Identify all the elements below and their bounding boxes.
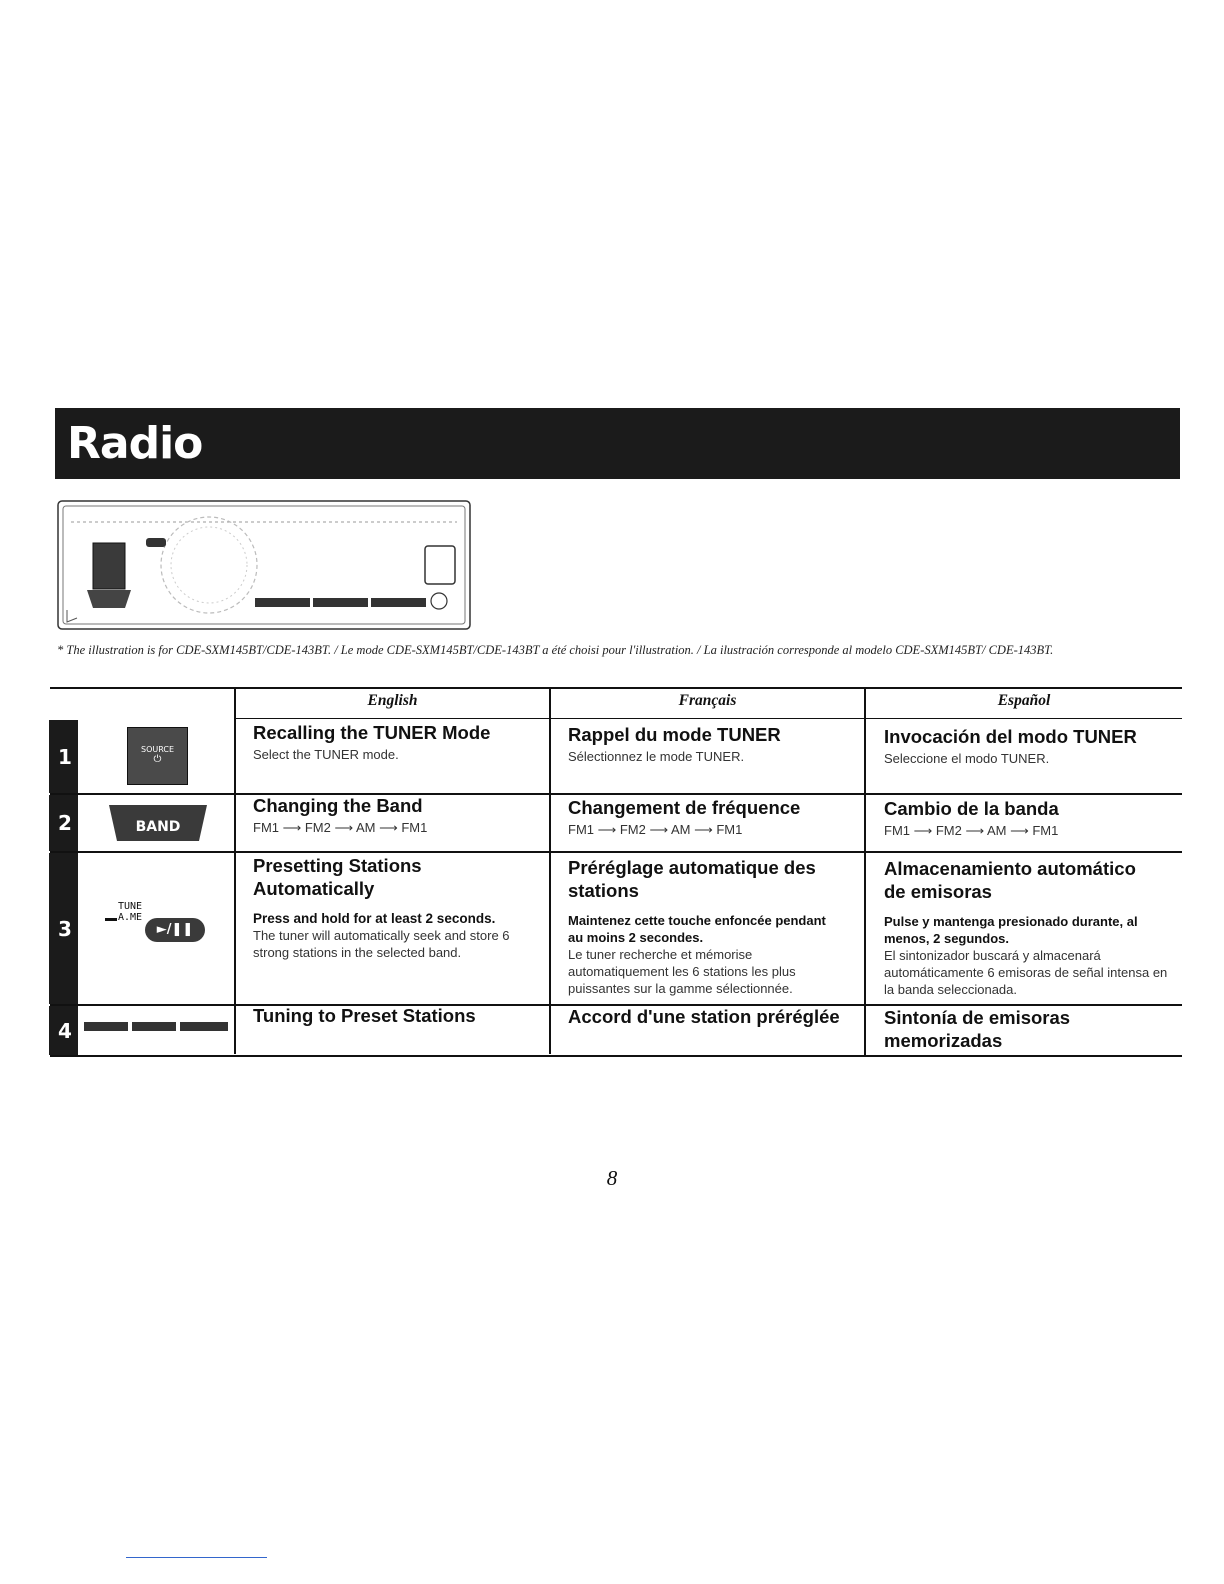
step3-english xyxy=(253,854,538,961)
table-top-rule xyxy=(50,687,1182,689)
column-divider xyxy=(549,687,551,1054)
step1-french xyxy=(568,723,858,765)
illustration-caption: * The illustration is for CDE-SXM145BT/CDE-143BT. / Le mode CDE-SXM145BT/CDE-143BT a été choisi pour l'illustration. / La ilustración corresponde al modelo CDE-SXM145BT/ CDE-143BT. xyxy=(57,643,1054,657)
column-header-espanol: Español xyxy=(997,692,1051,709)
step2-fr-body: FM1 ⟶ FM2 ⟶ AM ⟶ FM1 xyxy=(568,822,743,837)
preset-buttons-icon xyxy=(84,1022,230,1032)
step3-fr-body: Le tuner recherche et mémorise automatiquement les 6 stations les plus puissantes sur la gamme sélectionnée. xyxy=(568,947,796,996)
step1-english xyxy=(253,721,543,763)
band-button-icon xyxy=(109,803,207,843)
power-icon: ⏻ xyxy=(153,754,162,765)
column-header-english: English xyxy=(367,692,418,709)
step2-fr-heading: Changement de fréquence xyxy=(568,797,801,818)
section-title-bar xyxy=(55,408,1180,479)
band-label: BAND xyxy=(135,819,181,835)
step3-es-bold: Pulse y mantenga presionado durante, al menos, 2 segundos. xyxy=(884,914,1138,946)
row-divider xyxy=(50,851,1182,853)
step2-en-body: FM1 ⟶ FM2 ⟶ AM ⟶ FM1 xyxy=(253,820,428,835)
step3-french xyxy=(568,856,838,997)
play-pause-icon: ►/❚❚ xyxy=(145,918,205,942)
step1-en-heading: Recalling the TUNER Mode xyxy=(253,722,491,743)
step4-en-heading: Tuning to Preset Stations xyxy=(253,1005,476,1026)
page-number: 8 xyxy=(606,1166,618,1190)
step1-spanish xyxy=(884,725,1176,767)
row-divider xyxy=(50,793,1182,795)
step3-fr-bold: Maintenez cette touche enfoncée pendant au moins 2 secondes. xyxy=(568,913,826,945)
column-divider xyxy=(864,687,866,1057)
source-label: SOURCE xyxy=(140,745,175,754)
preset-button xyxy=(84,1022,128,1031)
step2-spanish xyxy=(884,797,1176,839)
step2-english xyxy=(253,794,543,836)
step3-spanish xyxy=(884,857,1169,998)
step4-fr-heading: Accord d'une station préréglée xyxy=(568,1006,840,1027)
step1-es-heading: Invocación del modo TUNER xyxy=(884,726,1137,747)
step-number-4: 4 xyxy=(49,1006,78,1055)
step1-es-body: Seleccione el modo TUNER. xyxy=(884,751,1050,766)
tune-ame-button-icon xyxy=(100,898,210,946)
step3-en-heading: Presetting Stations Automatically xyxy=(253,855,422,899)
table-bottom-rule xyxy=(50,1055,1182,1057)
step3-es-heading: Almacenamiento automático de emisoras xyxy=(884,858,1136,902)
step-number-1: 1 xyxy=(49,720,78,793)
step4-spanish xyxy=(884,1006,1104,1052)
step3-es-body: El sintonizador buscará y almacenará automáticamente 6 emisoras de señal intensa en la banda seleccionada. xyxy=(884,948,1168,997)
head-unit-illustration xyxy=(57,500,471,630)
step-number-3: 3 xyxy=(49,853,78,1004)
footer-line xyxy=(126,1557,267,1558)
preset-button xyxy=(180,1022,228,1031)
step4-es-heading: Sintonía de emisoras memorizadas xyxy=(884,1007,1071,1051)
ame-label: A.ME xyxy=(118,912,143,923)
dash-mark xyxy=(105,918,117,921)
column-header-francais: Français xyxy=(678,692,737,709)
step2-es-heading: Cambio de la banda xyxy=(884,798,1059,819)
preset-button xyxy=(132,1022,176,1031)
step4-english xyxy=(253,1004,543,1027)
step-number-2: 2 xyxy=(49,795,78,851)
step1-fr-body: Sélectionnez le mode TUNER. xyxy=(568,749,745,764)
step3-fr-heading: Préréglage automatique des stations xyxy=(568,857,816,901)
step2-en-heading: Changing the Band xyxy=(253,795,423,816)
header-bottom-rule xyxy=(235,718,1182,719)
step1-en-body: Select the TUNER mode. xyxy=(253,747,399,762)
tune-label: TUNE xyxy=(118,901,143,912)
source-power-button-icon xyxy=(127,727,188,785)
step3-en-bold: Press and hold for at least 2 seconds. xyxy=(253,911,496,926)
page-title: Radio xyxy=(67,418,203,469)
step2-es-body: FM1 ⟶ FM2 ⟶ AM ⟶ FM1 xyxy=(884,823,1059,838)
step1-fr-heading: Rappel du mode TUNER xyxy=(568,724,781,745)
column-divider xyxy=(234,687,236,1054)
step2-french xyxy=(568,796,858,838)
step4-french xyxy=(568,1005,860,1028)
step3-en-body: The tuner will automatically seek and store 6 strong stations in the selected band. xyxy=(253,928,510,960)
